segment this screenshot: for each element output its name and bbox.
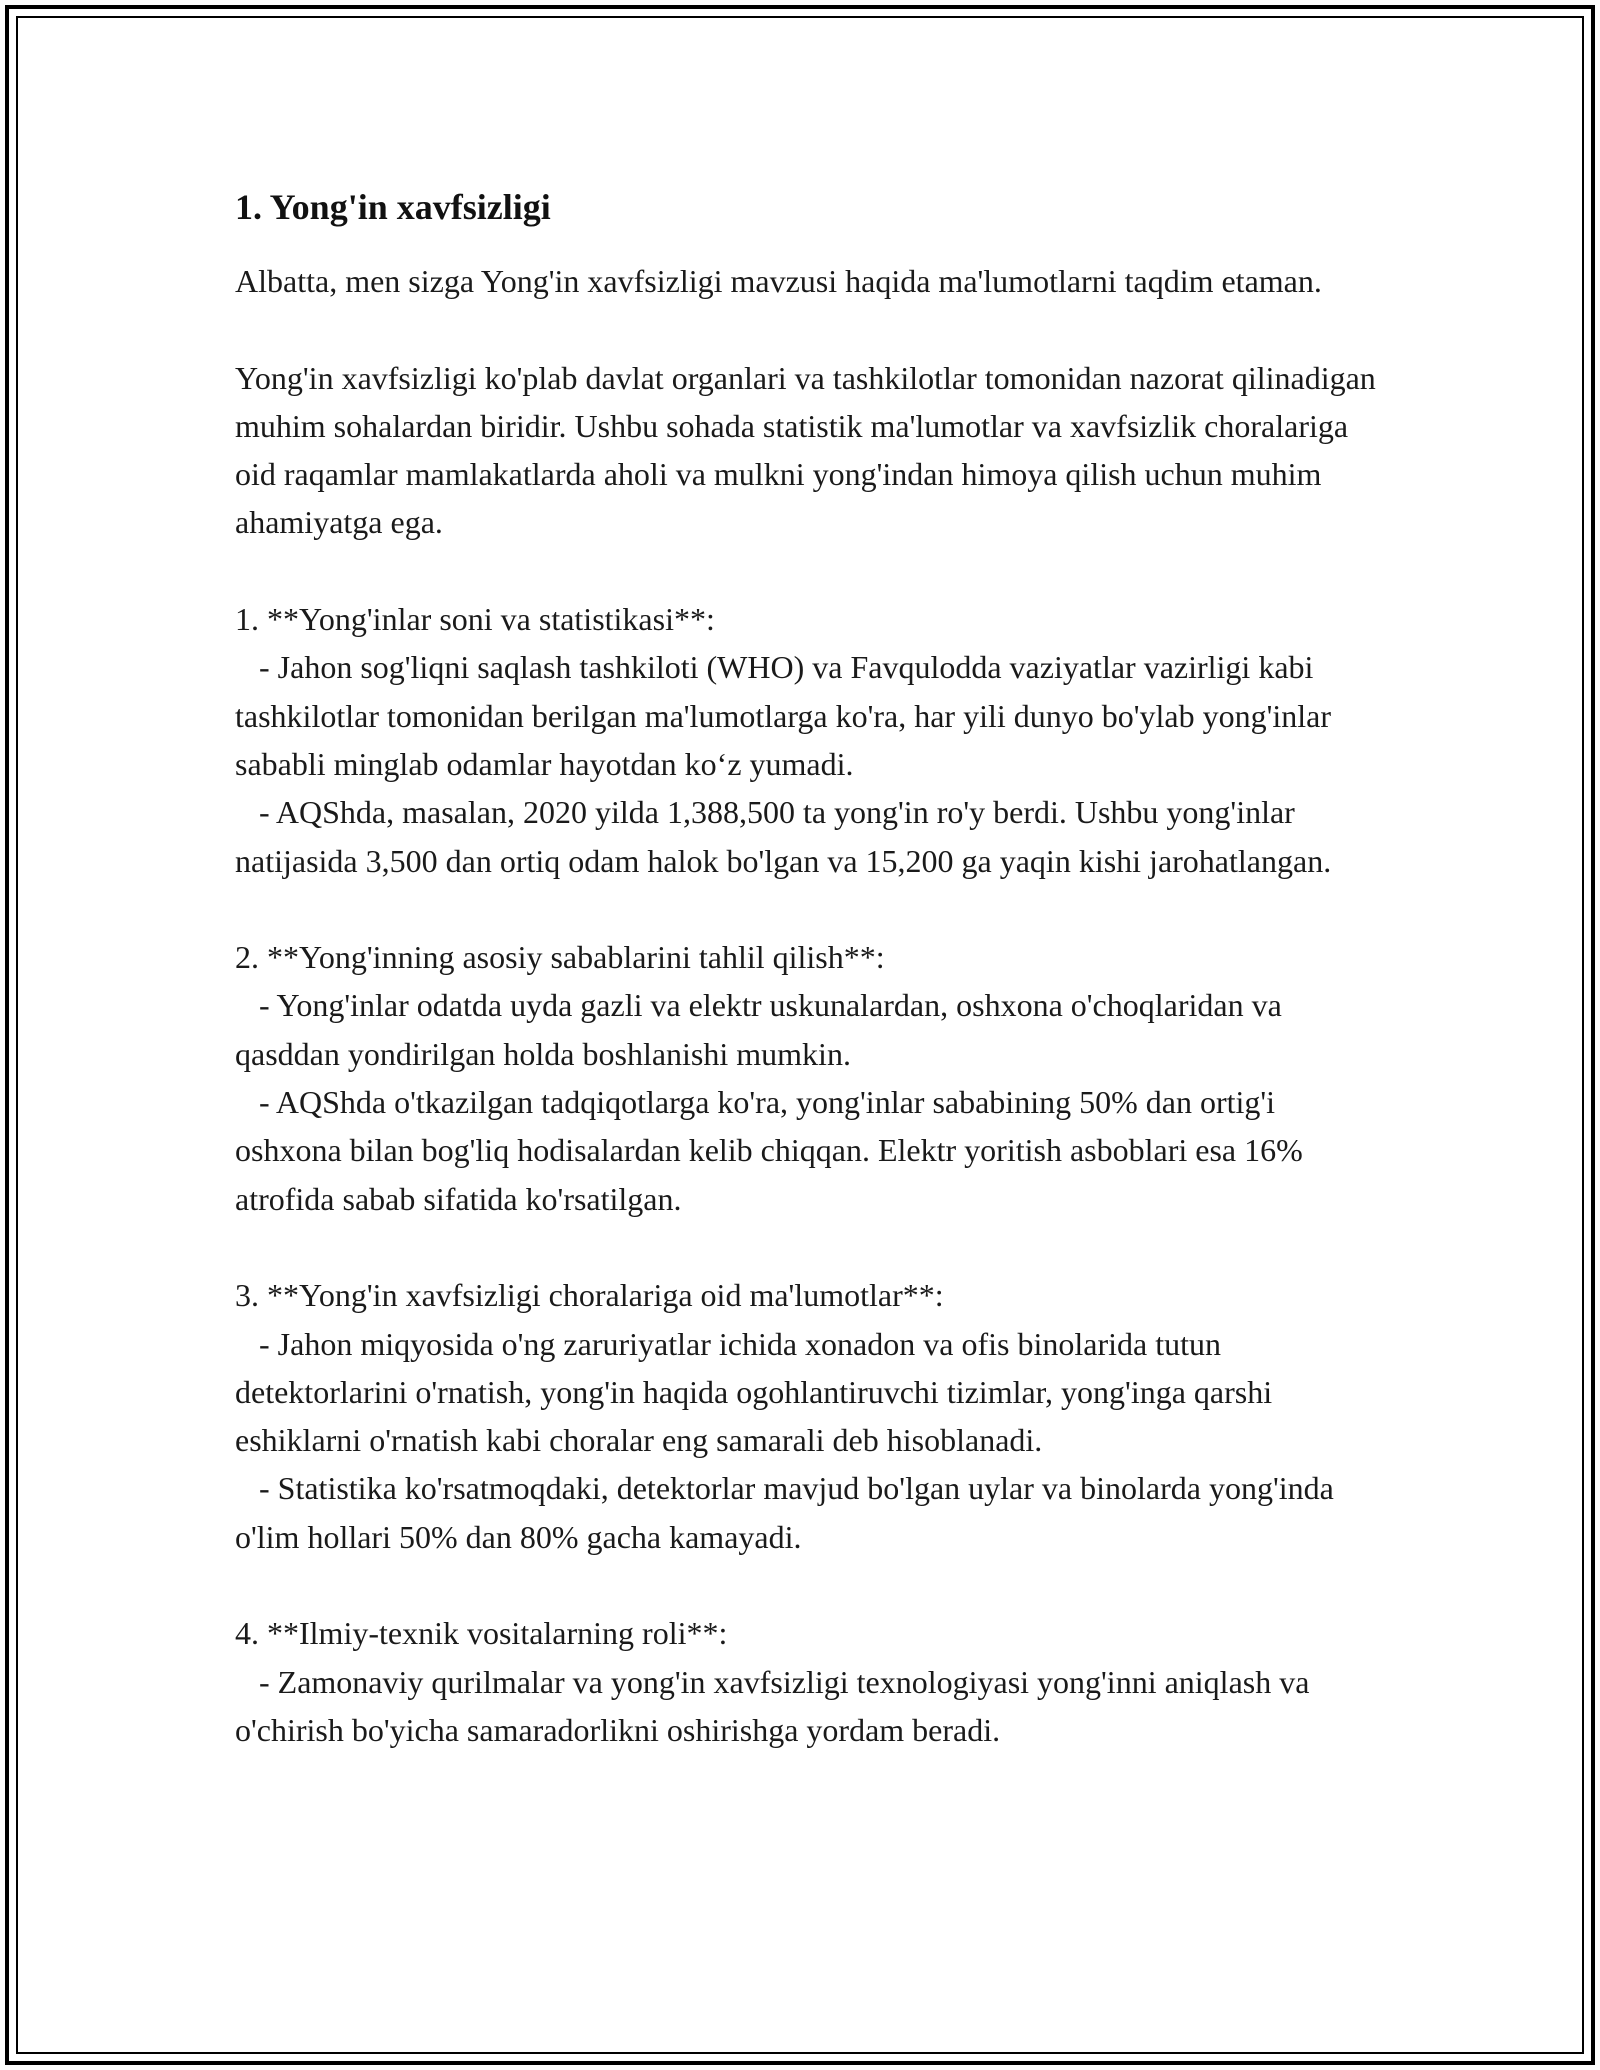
list-item-bullet: - Statistika ko'rsatmoqdaki, detektorlar mavjud bo'lgan uylar va binolarda yong'inda o'lim hollari 50% dan 80% gacha kamayadi. (235, 1470, 1342, 1555)
list-item-bullet: - AQShda o'tkazilgan tadqiqotlarga ko'ra, yong'inlar sababining 50% dan ortig'i oshxona bilan bog'liq hodisalardan kelib chiqqan. Elektr yoritish asboblari esa 16% atrofida sabab sifatida ko'rsatilgan. (235, 1084, 1311, 1217)
list-item-bullet: - AQShda, masalan, 2020 yilda 1,388,500 ta yong'in ro'y berdi. Ushbu yong'inlar natijasida 3,500 dan ortiq odam halok bo'lgan va 15,200 ga yaqin kishi jarohatlangan. (235, 794, 1332, 879)
list-item-bullet: - Yong'inlar odatda uyda gazli va elektr uskunalardan, oshxona o'choqlaridan va qasddan yondirilgan holda boshlanishi mumkin. (235, 987, 1290, 1072)
list-item (235, 933, 1385, 1223)
list-item-title: 3. **Yong'in xavfsizligi choralariga oid ma'lumotlar**: (235, 1277, 944, 1314)
list-item (235, 1609, 1385, 1754)
page-title: 1. Yong'in xavfsizligi (235, 187, 551, 227)
list-item-bullet: - Zamonaviy qurilmalar va yong'in xavfsizligi texnologiyasi yong'inni aniqlash va o'chirish bo'yicha samaradorlikni oshirishga yordam beradi. (235, 1663, 1318, 1748)
list-item (235, 595, 1385, 885)
list-item-bullet: - Jahon sog'liqni saqlash tashkiloti (WHO) va Favqulodda vaziyatlar vazirligi kabi tashkilotlar tomonidan berilgan ma'lumotlarga ko'ra, har yili dunyo bo'ylab yong'inlar sababli minglab odamlar hayotdan ko‘z yumadi. (235, 649, 1340, 782)
list-item (235, 1271, 1385, 1561)
list-item-title: 4. **Ilmiy-texnik vositalarning roli**: (235, 1615, 728, 1652)
list-item-title: 2. **Yong'inning asosiy sabablarini tahlil qilish**: (235, 939, 885, 976)
intro-paragraph: Albatta, men sizga Yong'in xavfsizligi mavzusi haqida ma'lumotlarni taqdim etaman. (235, 263, 1322, 299)
document-body (235, 185, 1385, 1803)
overview-paragraph: Yong'in xavfsizligi ko'plab davlat organlari va tashkilotlar tomonidan nazorat qilinadigan muhim sohalardan biridir. Ushbu sohada statistik ma'lumotlar va xavfsizlik choralariga oid raqamlar mamlakatlarda aholi va mulkni yong'indan himoya qilish uchun muhim ahamiyatga ega. (235, 359, 1384, 541)
list-item-bullet: - Jahon miqyosida o'ng zaruriyatlar ichida xonadon va ofis binolarida tutun detektorlarini o'rnatish, yong'in haqida ogohlantiruvchi tizimlar, yong'inga qarshi eshiklarni o'rnatish kabi choralar eng samarali deb hisoblanadi. (235, 1325, 1281, 1459)
list-item-title: 1. **Yong'inlar soni va statistikasi**: (235, 601, 715, 638)
